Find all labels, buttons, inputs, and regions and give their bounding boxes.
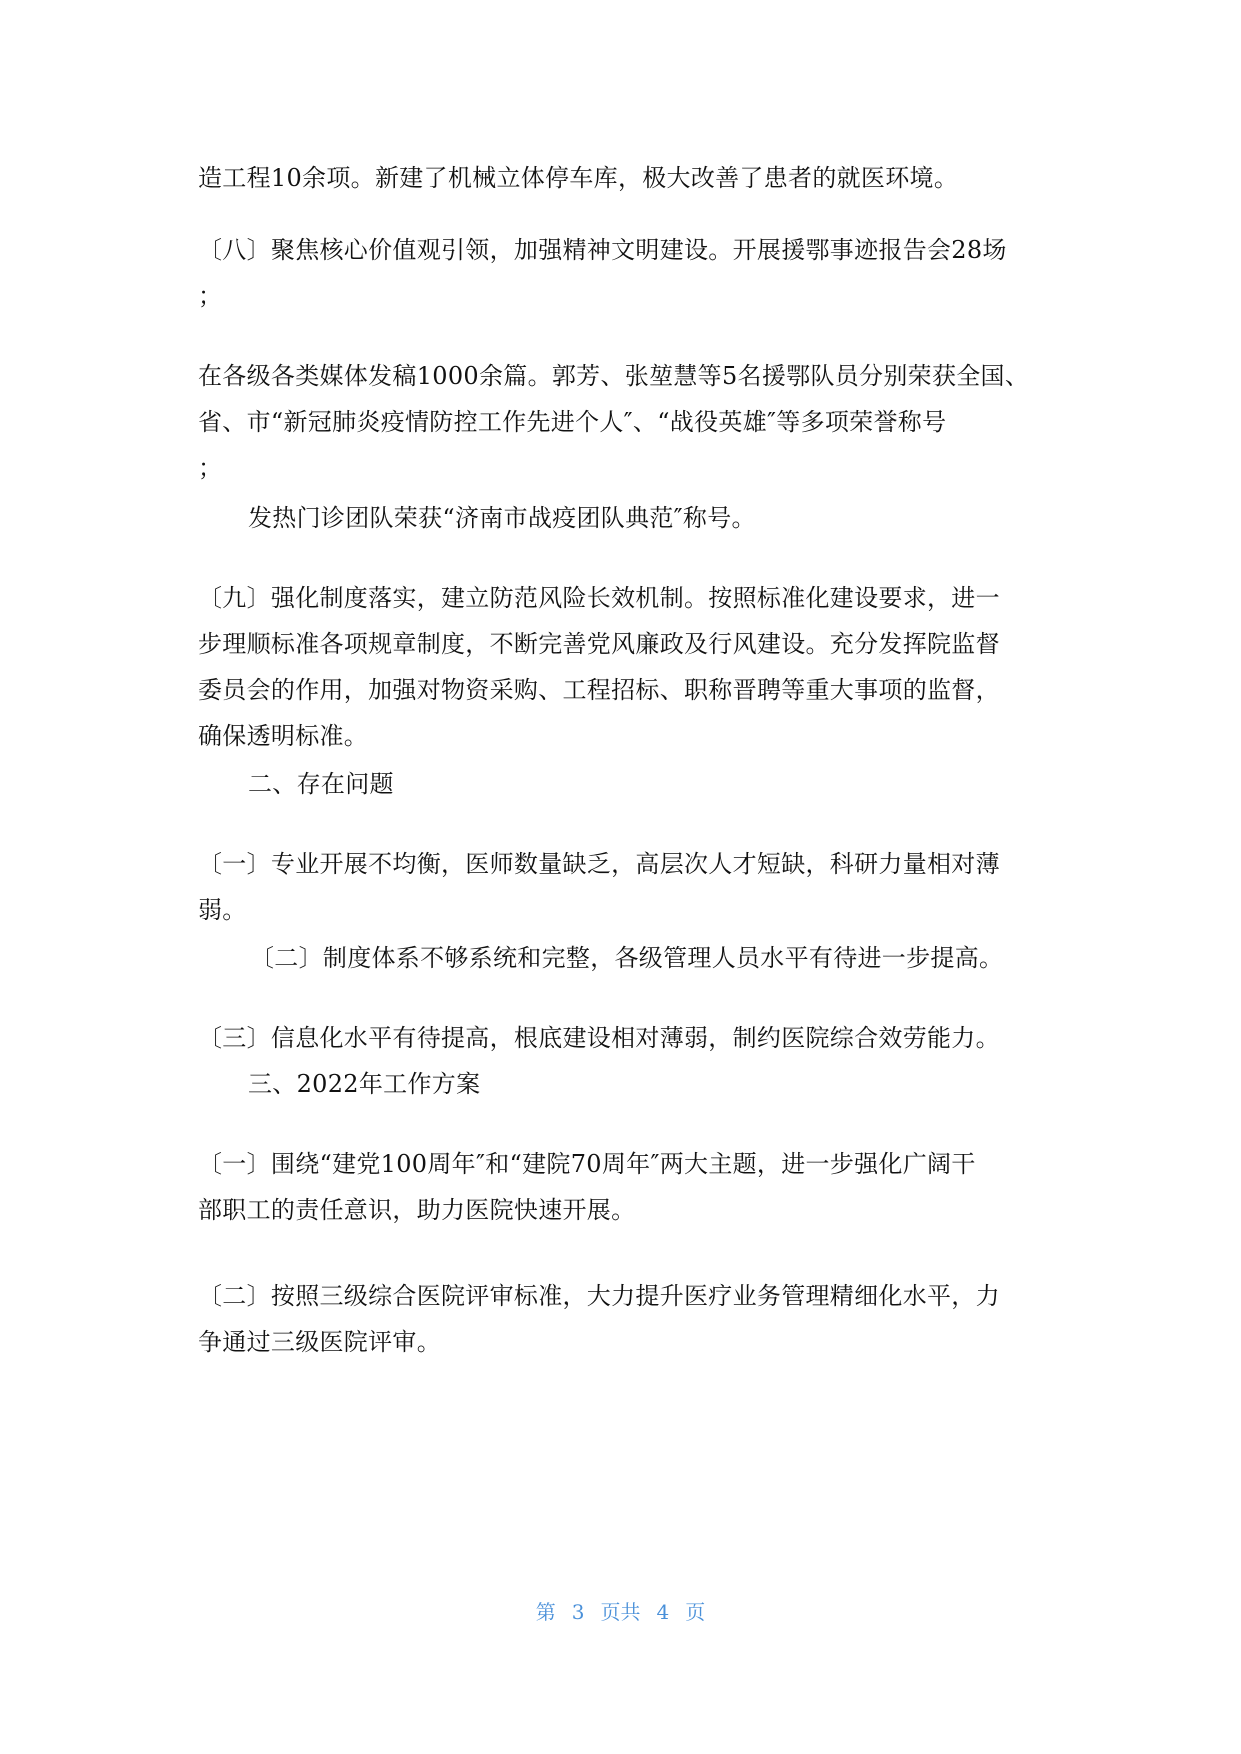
paragraph-line: 〔九〕强化制度落实，建立防范风险长效机制。按照标准化建设要求，进一 [198,584,1000,612]
paragraph-line: 发热门诊团队荣获“济南市战疫团队典范″称号。 [248,504,756,532]
page-footer [0,1598,1241,1626]
paragraph-line: 〔八〕聚焦核心价值观引领，加强精神文明建设。开展援鄂事迹报告会28场 [198,236,1007,264]
paragraph-line: 〔一〕围绕“建党100周年″和“建院70周年″两大主题，进一步强化广阔干 [198,1150,976,1178]
paragraph-line: 〔二〕制度体系不够系统和完整，各级管理人员水平有待进一步提高。 [250,944,1004,972]
paragraph-line: 省、市“新冠肺炎疫情防控工作先进个人″、“战役英雄″等多项荣誉称号 [198,408,947,436]
paragraph-line: ； [198,282,223,310]
paragraph-line: 部职工的责任意识，助力医院快速开展。 [198,1196,636,1224]
paragraph-line: 造工程10余项。新建了机械立体停车库，极大改善了患者的就医环境。 [198,164,959,192]
footer-middle: 页共 [600,1600,641,1624]
paragraph-line: 〔二〕按照三级综合医院评审标准，大力提升医疗业务管理精细化水平，力 [198,1282,1000,1310]
paragraph-line: 步理顺标准各项规章制度，不断完善党风廉政及行风建设。充分发挥院监督 [198,630,1000,658]
footer-total-pages: 4 [656,1600,670,1624]
paragraph-line: 争通过三级医院评审。 [198,1328,441,1356]
section-heading: 三、2022年工作方案 [248,1070,481,1098]
footer-current-page: 3 [571,1600,585,1624]
paragraph-line: 在各级各类媒体发稿1000余篇。郭芳、张堃慧等5名援鄂队员分别荣获全国、 [198,362,1030,390]
paragraph-line: ； [198,454,223,482]
footer-suffix: 页 [685,1600,706,1624]
paragraph-line: 弱。 [198,896,247,924]
paragraph-line: 委员会的作用，加强对物资采购、工程招标、职称晋聘等重大事项的监督， [198,676,1000,704]
paragraph-line: 〔三〕信息化水平有待提高，根底建设相对薄弱，制约医院综合效劳能力。 [198,1024,1000,1052]
section-heading: 二、存在问题 [248,770,394,798]
paragraph-line: 确保透明标准。 [198,722,369,750]
paragraph-line: 〔一〕专业开展不均衡，医师数量缺乏，高层次人才短缺，科研力量相对薄 [198,850,1000,878]
footer-prefix: 第 [535,1600,556,1624]
